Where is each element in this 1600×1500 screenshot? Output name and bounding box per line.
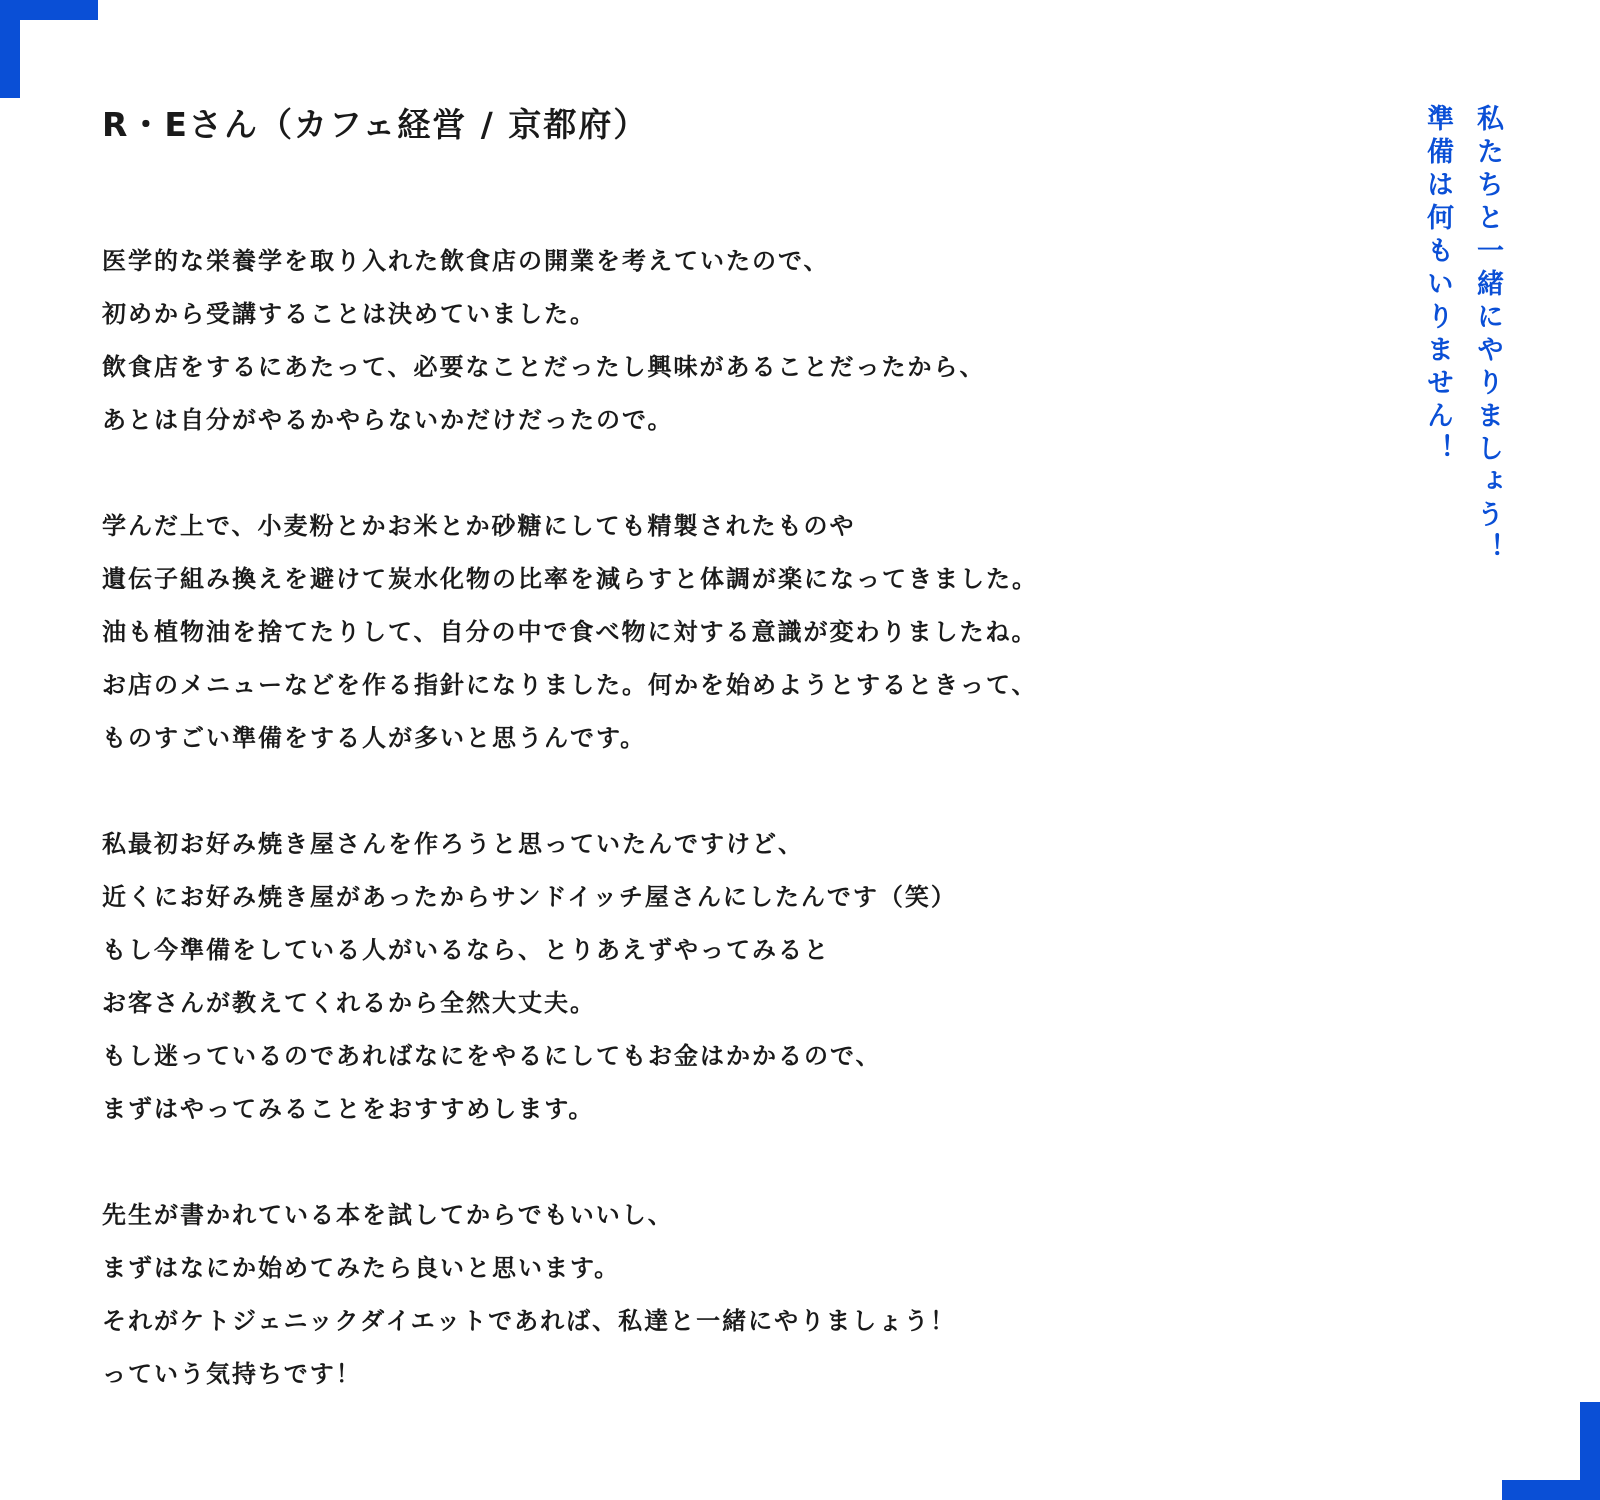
tagline-line-2: 準備は何もいりません！ [1422,104,1453,467]
vertical-tagline [1412,104,1512,566]
text-line: ものすごい準備をする人が多いと思うんです。 [102,724,647,752]
text-line: 飲食店をするにあたって、必要なことだったし興味があることだったから、 [102,353,986,381]
tagline-line-1: 私たちと一緒にやりましょう！ [1472,104,1503,566]
text-line: お店のメニューなどを作る指針になりました。何かを始めようとするときって、 [102,671,1038,699]
paragraph-3 [102,818,1342,1136]
text-line: っていう気持ちです！ [102,1360,362,1388]
text-line: お客さんが教えてくれるから全然大丈夫。 [102,989,596,1017]
paragraph-1 [102,235,1342,447]
paragraph-2 [102,500,1342,765]
text-line: 近くにお好み焼き屋があったからサンドイッチ屋さんにしたんです（笑） [102,883,957,911]
text-line: 学んだ上で、小麦粉とかお米とか砂糖にしても精製されたものや [102,512,856,540]
customer-name: R・Eさん [102,105,259,144]
text-line: もし迷っているのであればなにをやるにしてもお金はかかるので、 [102,1042,882,1070]
text-line: もし今準備をしている人がいるなら、とりあえずやってみると [102,936,830,964]
corner-bracket-top-left-vertical [0,0,20,98]
corner-bracket-bottom-right-vertical [1580,1402,1600,1500]
text-line: まずはやってみることをおすすめします。 [102,1095,595,1123]
text-line: あとは自分がやるかやらないかだけだったので。 [102,406,674,434]
text-line: 私最初お好み焼き屋さんを作ろうと思っていたんですけど、 [102,830,804,858]
testimonial-heading [102,95,1342,155]
customer-detail: （カフェ経営 / 京都府） [258,105,649,144]
text-line: それがケトジェニックダイエットであれば、私達と一緒にやりましょう！ [102,1307,957,1335]
testimonial-body [102,235,1342,1401]
text-line: 遺伝子組み換えを避けて炭水化物の比率を減らすと体調が楽になってきました。 [102,565,1038,593]
paragraph-4 [102,1189,1342,1401]
text-line: 先生が書かれている本を試してからでもいいし、 [102,1201,674,1229]
text-line: 油も植物油を捨てたりして、自分の中で食べ物に対する意識が変わりましたね。 [102,618,1038,646]
text-line: 初めから受講することは決めていました。 [102,300,596,328]
testimonial-content [102,95,1342,1454]
text-line: 医学的な栄養学を取り入れた飲食店の開業を考えていたので、 [102,247,830,275]
text-line: まずはなにか始めてみたら良いと思います。 [102,1254,621,1282]
